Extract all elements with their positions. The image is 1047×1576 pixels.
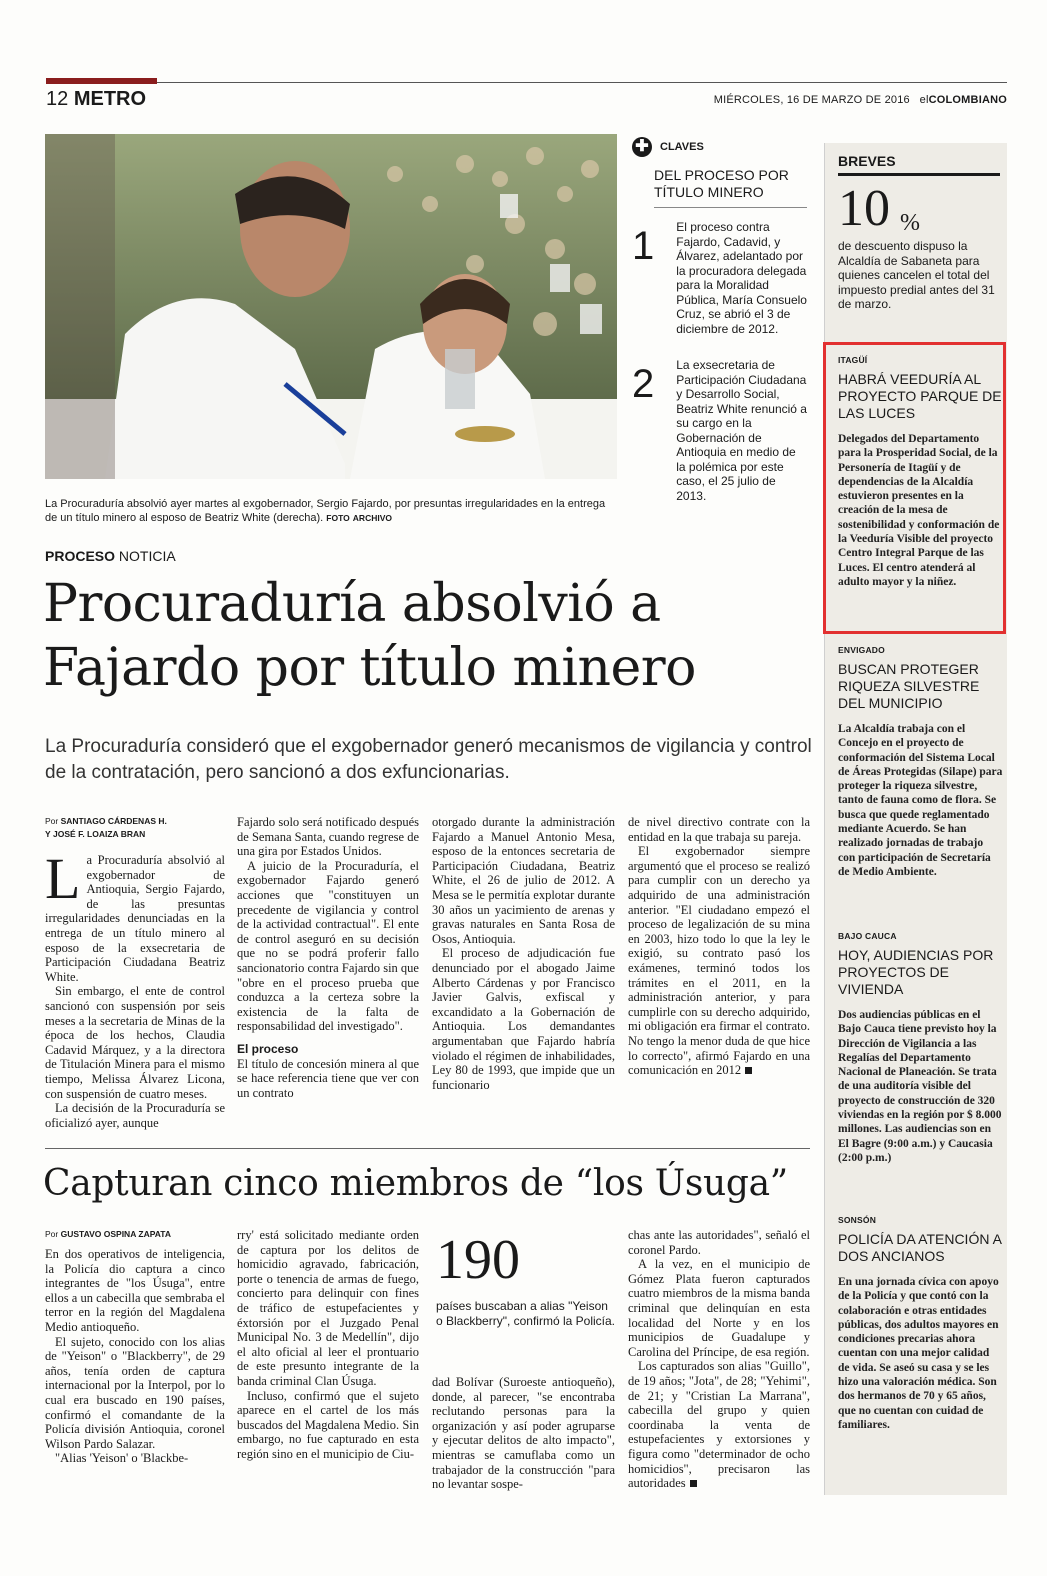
- article-byline: [45, 815, 225, 841]
- article-paragraph: Incluso, confirmó que el sujeto aparece en el cartel de los más buscados del Magdalena Medio. Sin embargo, no fue capturado en esta región sino en el municipio de Ciu-: [237, 1388, 419, 1461]
- breves-stat: [838, 179, 920, 239]
- article2-stat-value: 190: [436, 1229, 520, 1291]
- caption-text: La Procuraduría absolvió ayer martes al exgobernador, Sergio Fajardo, por presuntas irregularidades en la entrega de un título minero al esposo de Beatriz White (derecha).: [45, 498, 606, 524]
- brief-sonson: [838, 1215, 1003, 1432]
- claves-box: [632, 137, 807, 503]
- article-paragraph: El proceso de adjudicación fue denunciado por el abogado Jaime Alberto Cárdenas y por Francisco Javier Galvis, exfiscal y excandidato a la Gobernación de Antioquia. Los demandantes argumentaban que Fajardo habría violado el régimen de inhabilidades, Ley 80 de 1993, que impide que un funcionario: [432, 946, 615, 1092]
- article-paragraph: rry' está solicitado mediante orden de captura por los delitos de homicidio agravado, fabricación, porte o tenencia de armas de fuego, concierto para delinquir con fines de tráfico de estupefacientes y éxtorsión por el Juzgado Penal Municipal No. 3 de Medellín", dijo el alto oficial al leer el prontuario de este presunto integrante de la banda criminal Clan Úsuga.: [237, 1228, 419, 1388]
- byline-author: GUSTAVO OSPINA ZAPATA: [60, 1229, 171, 1239]
- brief-headline: POLICÍA DA ATENCIÓN A DOS ANCIANOS: [838, 1231, 1002, 1264]
- article2-column-1: [45, 1228, 225, 1466]
- article-column-4: [628, 815, 810, 1078]
- drop-cap: L: [45, 846, 81, 911]
- article-paragraph: Fajardo solo será notificado después de Semana Santa, cuando regrese de una gira por Estados Unidos.: [237, 815, 419, 859]
- paragraph-text: El exgobernador siempre argumentó que el proceso se realizó para cumplir con un derecho ya adquirido de una administración anterior. "El ciudadano empezó el proceso de legalización de su mina en 2003, hizo todo lo que la ley le exigió, su contrato pasó los exámenes, terminó todos los trámites en el 2011, en la administración anterior, y para cumplirle con su derecho adquirido, mi obligación era firmar el contrato. No tengo la menor duda de que hice lo correcto", afirmó Fajardo en una comunicación en 2012: [628, 844, 810, 1078]
- article2-column-3: [432, 1375, 615, 1492]
- header-accent-rule: [46, 78, 157, 84]
- kicker-text: NOTICIA: [118, 548, 176, 564]
- article-subhead: El proceso: [237, 1041, 299, 1056]
- article-paragraph: La decisión de la Procuraduría se oficializó ayer, aunque: [45, 1101, 225, 1130]
- breves-stat-value: 10: [838, 180, 890, 237]
- byline-prefix: Por: [45, 816, 59, 826]
- breves-rule: [838, 173, 1000, 176]
- article-paragraph: "Alias 'Yeison' o 'Blackbe-: [55, 1451, 189, 1466]
- photo-caption: [45, 497, 620, 525]
- breves-stat-text: de descuento dispuso la Alcaldía de Sabaneta para quienes cancelen el total del impuesto predial antes del 31 de marzo.: [838, 239, 995, 311]
- article-dek: La Procuraduría consideró que el exgobernador generó mecanismos de vigilancia y control de la contratación, pero sancionó a dos exfuncionarias.: [45, 736, 812, 783]
- byline-author: SANTIAGO CÁRDENAS H.: [60, 816, 167, 826]
- byline-prefix: Por: [45, 1229, 59, 1239]
- clave-number: 2: [632, 362, 655, 406]
- article-column-1: [45, 815, 225, 1130]
- article-paragraph: El título de concesión minera al que se hace referencia tiene que ver con un contrato: [237, 1056, 419, 1100]
- issue-date: MIÉRCOLES, 16 DE MARZO DE 2016: [713, 94, 910, 106]
- brief-tag: SONSÓN: [838, 1215, 877, 1225]
- article-paragraph: A la vez, en el municipio de Gómez Plata fueron capturados cuatro miembros de la misma banda criminal que delinquían en esta localidad del Norte y en los municipios de Guadalupe y Carolina del Príncipe, de esa región.: [628, 1257, 810, 1359]
- clave-item: [632, 220, 807, 336]
- article-paragraph: [628, 844, 810, 1078]
- clave-text: El proceso contra Fajardo, Cadavid, y Álvarez, adelantado por la procuradora delegada para la Moralidad Pública, María Consuelo Cruz, se abrió el 3 de diciembre de 2012.: [676, 220, 807, 336]
- brief-body: Dos audiencias públicas en el Bajo Cauca tiene previsto hoy la Dirección de Vigilancia a las Regalías del Departamento Nacional de Planeación. Se trata de una auditoría visible del proyecto de construcción de 320 viviendas en la región por $ 8.000 millones. Las audiencias son en El Bagre (9:00 a.m.) y Caucasia (2:00 p.m.): [838, 1009, 1002, 1164]
- claves-label: CLAVES: [660, 141, 704, 153]
- kicker-bold: PROCESO: [45, 548, 116, 564]
- article-separator: [45, 1148, 810, 1149]
- header-date-brand: [714, 94, 1007, 106]
- highlight-box: [823, 342, 1006, 634]
- photo-credit-prefix: FOTO: [326, 513, 350, 523]
- brief-headline: BUSCAN PROTEGER RIQUEZA SILVESTRE DEL MUNICIPIO: [838, 661, 980, 711]
- article-paragraph: chas ante las autoridades", señaló el coronel Pardo.: [628, 1228, 810, 1257]
- brand-prefix: el: [919, 94, 929, 106]
- clave-item: [632, 358, 807, 503]
- breves-stat-unit: %: [900, 210, 920, 236]
- claves-header: [632, 137, 807, 157]
- brief-envigado: [838, 645, 1003, 879]
- brief-body: En una jornada cívica con apoyo de la Policía y que contó con la colaboración e otras entidades públicas, dos adultos mayores en condiciones precarias ahora cuentan con una mejor calidad de vida. Se aseó su casa y se les hizo una valoración médica. Son dos hermanos de 70 y 65 años, que no cuentan con cuidad de familiares.: [838, 1276, 999, 1431]
- byline-join: Y: [45, 829, 51, 839]
- brief-bajo-cauca: [838, 931, 1003, 1165]
- article2-byline: [45, 1228, 225, 1241]
- plus-icon: ✚: [632, 137, 652, 157]
- article-headline: Procuraduría absolvió a Fajardo por título minero: [43, 574, 696, 698]
- article-paragraph: [45, 846, 225, 984]
- paragraph-text: Los capturados son alias "Guillo", de 19 años; "Jota", de 28; "Yehimi", de 21; y "Cristian La Marrana", cabecilla del grupo y quien coordinaba la venta de estupefacientes y extorsiones y figura como "determinador de ocho homicidios", precisaron las autoridades: [628, 1359, 810, 1491]
- byline-author: JOSÉ F. LOAIZA BRAN: [53, 829, 146, 839]
- claves-title: DEL PROCESO POR TÍTULO MINERO: [654, 167, 807, 208]
- section-name: METRO: [73, 88, 147, 110]
- clave-number: 1: [632, 224, 655, 268]
- breves-title: BREVES: [838, 153, 896, 169]
- brief-body: La Alcaldía trabaja con el Concejo en el proyecto de conformación del Sistema Local de Áreas Protegidas (Silape) para proteger la riqueza silvestre, tanto de fauna como de flora. Se busca que quede reglamentado mediante Acuerdo. Se han realizado jornadas de trabajo con participación de Secretaría de Medio Ambiente.: [838, 723, 1003, 878]
- brief-headline: HOY, AUDIENCIAS POR PROYECTOS DE VIVIENDA: [838, 947, 994, 997]
- article-column-3: [432, 815, 615, 1092]
- article2-stat-text: países buscaban a alias "Yeison o Blackberry", confirmó la Policía.: [436, 1299, 615, 1328]
- article-paragraph: [628, 1359, 810, 1490]
- page-header: [46, 88, 146, 111]
- article-paragraph: En dos operativos de inteligencia, la Policía dio captura a cinco integrantes de "los Úsuga", entre ellos a un cabecilla que sembraba el terror en la región del Magdalena Medio antioqueño.: [45, 1247, 225, 1334]
- brief-tag: ENVIGADO: [838, 645, 885, 655]
- article-paragraph: A juicio de la Procuraduría, el exgobernador Fajardo generó acciones que "constituyen un precedente de vigilancia y control de la actividad contractual". El ente de control aseguró en su decisión que no se podrá proferir fallo sancionatorio contra Fajardo sin que "obre en el proceso prueba que conduzca a la certeza sobre la existencia de la falta de responsabilidad del investigado".: [237, 858, 419, 1034]
- article-paragraph: El sujeto, conocido con los alias de "Yeison" o "Blackberry", de 29 años, tenía orden de captura internacional por la Interpol, por lo cual era buscado en 190 países, confirmó el comandante de la Policía división Antioquia, coronel Wilson Pardo Salazar.: [45, 1334, 225, 1451]
- clave-text: La exsecretaria de Participación Ciudadana y Desarrollo Social, Beatriz White renunció a su cargo en la Gobernación de Antioquia en medio de la polémica por este caso, el 25 julio de 2013.: [676, 358, 807, 503]
- brief-body: Delegados del Departamento para la Prosperidad Social, de la Personería de Itagüí y de dependencias de la Alcaldía estuvieron presentes en la creación de la mesa de sostenibilidad y conformación de la Veeduría Visible del proyecto Centro Integral Parque de las Luces. El centro atenderá al adulto mayor y la niñez.: [838, 433, 1000, 588]
- brief-headline: HABRÁ VEEDURÍA AL PROYECTO PARQUE DE LAS LUCES: [838, 371, 1002, 421]
- brief-tag: ITAGÜÍ: [838, 355, 868, 365]
- article-paragraph: Sin embargo, el ente de control sancionó con suspensión por seis meses a la secretaria de Minas de la época de los hechos, Claudia Cadavid Márquez, y a la directora de Titulación Minera para el mismo tiempo, Melissa Álvarez Licona, con suspensión de cuatro meses.: [45, 984, 225, 1101]
- paragraph-text: a Procuraduría absolvió al exgobernador de Antioquia, Sergio Fajardo, de las presuntas irregularidades denunciadas en la entrega de un título minero al esposo de la exsecretaria de Participación Ciudadana Beatriz White.: [45, 853, 225, 984]
- header-rule: [157, 82, 1007, 83]
- end-mark-icon: [745, 1067, 752, 1074]
- article-column-2: [237, 815, 419, 1100]
- article-paragraph: otorgado durante la administración Fajardo a Manuel Antonio Mesa, esposo de la entonces secretaria de Participación Ciudadana, Beatriz White, el 26 de julio de 2012. A Mesa se le permitía explotar durante 30 años un yacimiento de arenas y gravas naturales en Santa Rosa de Osos, Antioquia.: [432, 815, 615, 946]
- article2-column-4: [628, 1228, 810, 1491]
- article-paragraph: dad Bolívar (Suroeste antioqueño), donde, al parecer, "se encontraba reclutando personas para la organización y así poder agruparse y ejecutar delitos de alto impacto", mientras se camuflaba como un trabajador de la construcción "para no levantar sospe-: [432, 1375, 615, 1492]
- photo-illustration: [45, 134, 617, 479]
- lead-photo: [45, 134, 617, 479]
- end-mark-icon: [690, 1480, 697, 1487]
- article-kicker: [45, 548, 176, 564]
- brand-name: COLOMBIANO: [928, 94, 1007, 106]
- brief-tag: BAJO CAUCA: [838, 931, 897, 941]
- photo-credit: ARCHIVO: [352, 513, 392, 523]
- article2-headline: Capturan cinco miembros de “los Úsuga”: [43, 1163, 788, 1204]
- article-paragraph: de nivel directivo contrate con la entidad en la que trabaja su pareja.: [628, 815, 810, 844]
- page-number: 12: [46, 88, 69, 110]
- article2-column-2: [237, 1228, 419, 1462]
